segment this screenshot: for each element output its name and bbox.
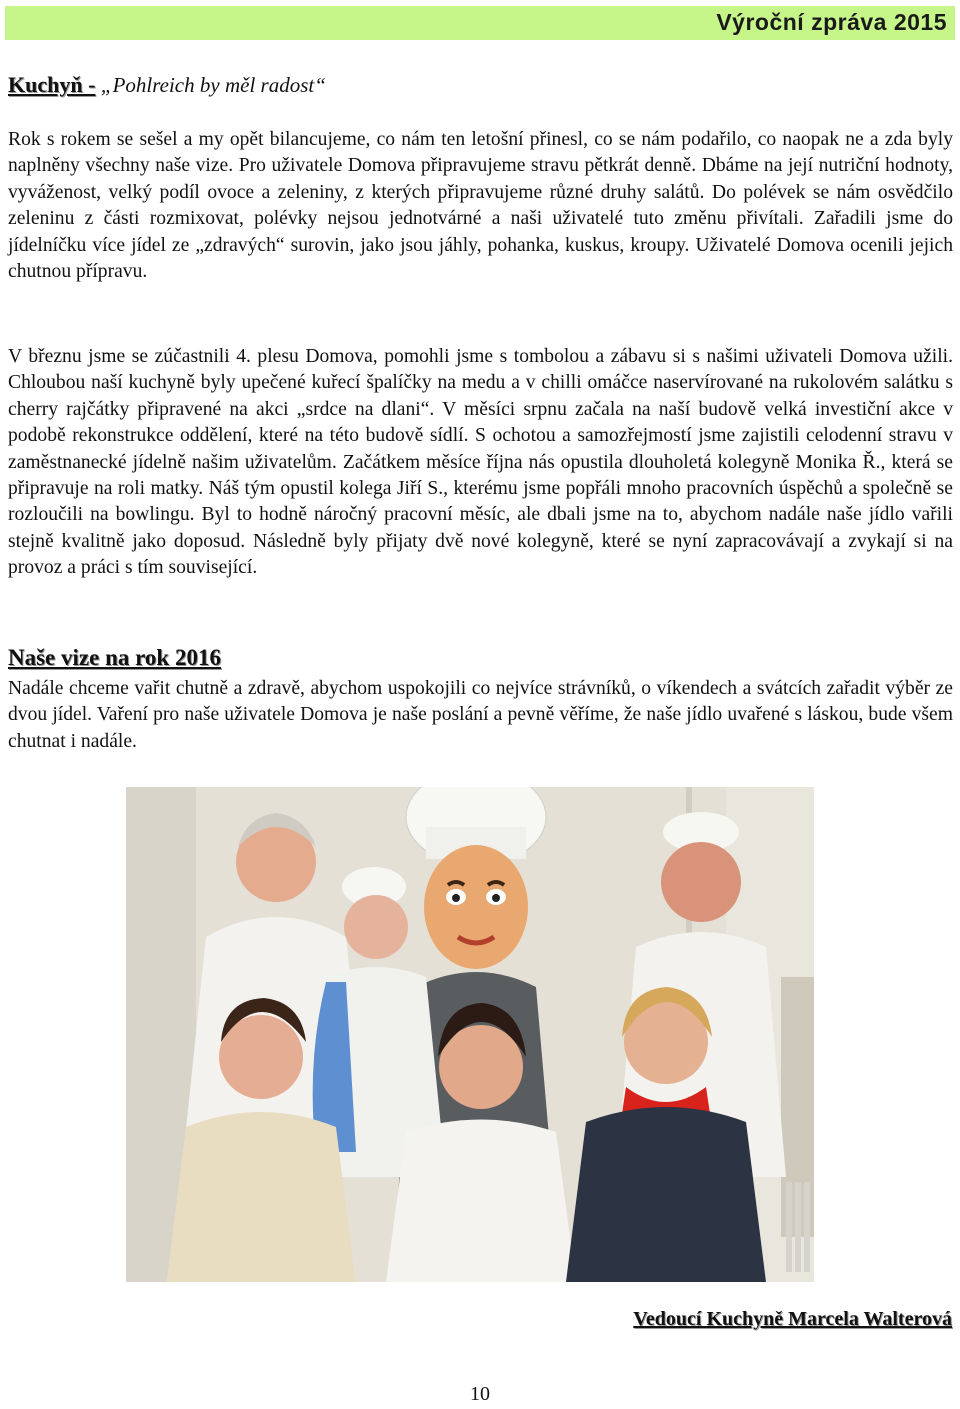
paragraph-intro: Rok s rokem se sešel a my opět bilancujeme, co nám ten letošní přinesl, co se nám podařilo, co naopak ne a zda byly naplněny všechny naše vize. Pro uživatele Domova připravujeme stravu pětkrát denně. Dbáme na její nutriční hodnoty, vyváženost, velký podíl ovoce a zeleniny, z kterých připravujeme různé druhy salátů. Do polévek se nám osvědčilo zeleninu z části rozmixovat, polévky nejsou jednotvárné a naši uživatelé tuto změnu přivítali. Zařadili jsme do jídelníčku více jídel ze „zdravých“ surovin, jako jsou jáhly, pohanka, kuskus, kroupy. Uživatelé Domova ocenili jejich chutnou přípravu. [8,129,953,283]
report-title: Výroční zpráva 2015 [716,9,947,35]
paragraph-events: V březnu jsme se zúčastnili 4. plesu Domova, pomohli jsme s tombolou a zábavu si s našimi uživateli Domova užili. Chloubou naší kuchyně byly upečené kuřecí špalíčky na medu a v chilli omáčce naservírované na rukolovém salátku s cherry rajčátky připravené na akci „srdce na dlani“. V měsíci srpnu začala na naší budově velká investiční akce v podobě rekonstrukce oddělení, které na této budově sídlí. S ochotou a samozřejmostí jsme zajistili celodenní stravu v zaměstnanecké jídelně našim uživatelům. Začátkem měsíce října nás opustila dlouholetá kolegyně Monika Ř., která se připravuje na roli matky. Náš tým opustil kolega Jiří S., kterému jsme popřáli mnoho pracovních úspěchů a společně se rozloučili na bowlingu. Byl to hodně náročný pracovní měsíc, ale dbali jsme na to, abychom nadále naše jídlo vařili stejně kvalitně jako doposud. Následně byly přijaty dvě nové kolegyně, které se nyní zapracovávají a zvykají si na provoz a práci s tím související. [8,346,953,579]
team-photo-illustration [126,787,814,1282]
page-number: 10 [470,1383,490,1405]
section-heading-keyword: Kuchyň - [8,72,96,97]
section-heading-subtitle: „Pohlreich by měl radost“ [100,73,326,97]
section-heading [8,72,326,98]
team-photo [126,787,814,1282]
header-bar [5,6,955,40]
vision-paragraph: Nadále chceme vařit chutně a zdravě, abychom uspokojili co nejvíce strávníků, o víkendech a svátcích zařadit výběr ze dvou jídel. Vaření pro naše uživatele Domova je naše poslání a pevně věříme, že naše jídlo uvařené s láskou, bude všem chutnat i nadále. [8,678,953,752]
vision-heading: Naše vize na rok 2016 [8,645,221,670]
photo-caption: Vedoucí Kuchyně Marcela Walterová [633,1308,952,1330]
